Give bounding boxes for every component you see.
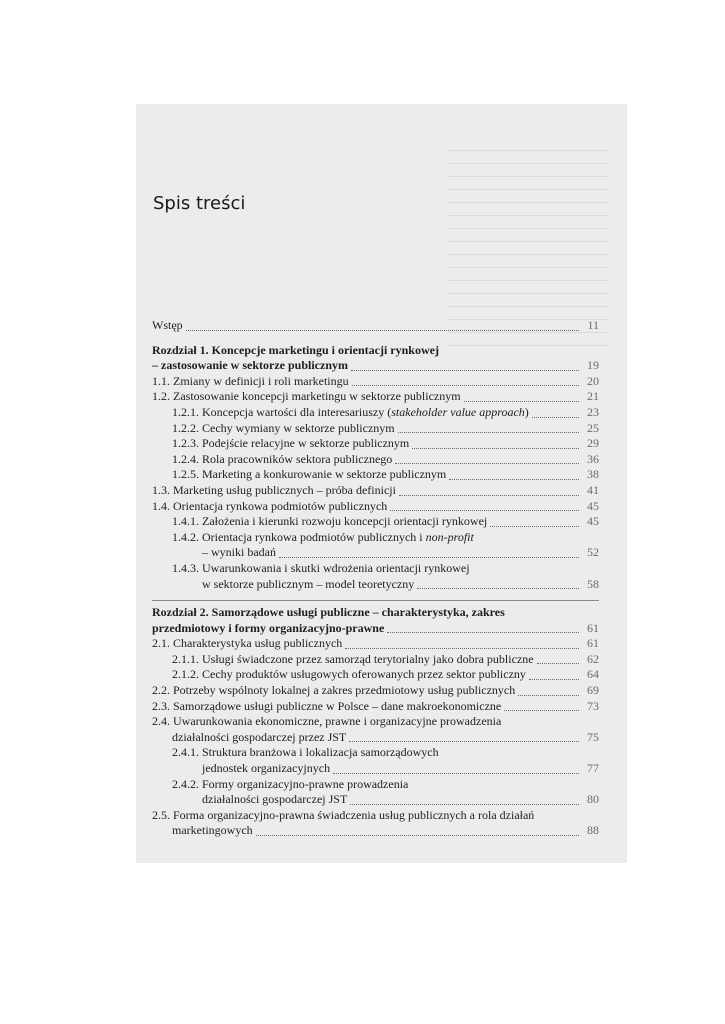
page-number: 45 bbox=[587, 514, 599, 529]
dot-leader bbox=[395, 463, 579, 464]
page-number: 80 bbox=[587, 792, 599, 807]
dot-leader bbox=[417, 588, 579, 589]
toc-entry-1-2-5 bbox=[152, 467, 599, 483]
chapter-1-title-line1: Rozdział 1. Koncepcje marketingu i orientacji rynkowej bbox=[152, 342, 439, 357]
page-number: 62 bbox=[587, 651, 599, 666]
chapter-divider bbox=[152, 600, 599, 601]
toc-entry-1-4-3 bbox=[152, 577, 599, 593]
dot-leader bbox=[345, 648, 579, 649]
toc-entry-text: marketingowych bbox=[172, 823, 253, 838]
page-number: 20 bbox=[587, 373, 599, 388]
toc-entry-2-1-1 bbox=[152, 652, 599, 668]
toc-entry-text: 2.1. Charakterystyka usług publicznych bbox=[152, 636, 343, 651]
chapter-2-title-line1: Rozdział 2. Samorządowe usługi publiczne – charakterystyka, zakres bbox=[152, 605, 505, 620]
table-of-contents bbox=[152, 318, 599, 839]
page-number: 19 bbox=[587, 358, 599, 373]
dot-leader bbox=[412, 448, 579, 449]
dot-leader bbox=[529, 679, 579, 680]
page-number: 29 bbox=[587, 436, 599, 451]
dot-leader bbox=[387, 632, 579, 633]
page-number: 73 bbox=[587, 698, 599, 713]
toc-entry-2-4-2 bbox=[152, 792, 599, 808]
dot-leader bbox=[390, 510, 579, 511]
toc-entry-1-2-4 bbox=[152, 452, 599, 468]
toc-entry-1-4-2 bbox=[152, 545, 599, 561]
dot-leader bbox=[351, 370, 579, 371]
toc-entry-text: 2.2. Potrzeby wspólnoty lokalnej a zakres przedmiotowy usług publicznych bbox=[152, 683, 516, 698]
toc-entry-1-4-1 bbox=[152, 514, 599, 530]
page-number: 11 bbox=[587, 318, 599, 332]
page-number: 58 bbox=[587, 576, 599, 591]
page-number: 21 bbox=[587, 389, 599, 404]
dot-leader bbox=[398, 432, 579, 433]
toc-entry-text: 2.1.2. Cechy produktów usługowych oferowanych przez sektor publiczny bbox=[172, 667, 526, 682]
page-number: 69 bbox=[587, 683, 599, 698]
toc-entry-1-4-3-line1: 1.4.3. Uwarunkowania i skutki wdrożenia orientacji rynkowej bbox=[172, 560, 470, 575]
dot-leader bbox=[333, 773, 579, 774]
dot-leader bbox=[349, 741, 579, 742]
toc-entry-2-4 bbox=[152, 730, 599, 746]
page-number: 64 bbox=[587, 667, 599, 682]
toc-entry-text: 1.4. Orientacja rynkowa podmiotów publicznych bbox=[152, 498, 388, 513]
toc-entry-1-4 bbox=[152, 499, 599, 515]
toc-entry-text: 1.1. Zmiany w definicji i roli marketingu bbox=[152, 373, 349, 388]
page-number: 25 bbox=[587, 420, 599, 435]
toc-entry-1-2-2 bbox=[152, 421, 599, 437]
toc-entry-text: jednostek organizacyjnych bbox=[202, 761, 331, 776]
toc-entry-1-1 bbox=[152, 374, 599, 390]
toc-entry-text: działalności gospodarczej JST bbox=[202, 792, 348, 807]
toc-entry-text: w sektorze publicznym – model teoretyczny bbox=[202, 576, 415, 591]
dot-leader bbox=[350, 804, 579, 805]
page-title: Spis treści bbox=[153, 193, 246, 214]
toc-entry-text: 2.1.1. Usługi świadczone przez samorząd terytorialny jako dobra publiczne bbox=[172, 651, 534, 666]
toc-entry-2-5-line1: 2.5. Forma organizacyjno-prawna świadczenia usług publicznych a rola działań bbox=[152, 807, 535, 822]
toc-entry-text: przedmiotowy i formy organizacyjno-prawne bbox=[152, 620, 385, 635]
toc-entry-text: 1.2.3. Podejście relacyjne w sektorze publicznym bbox=[172, 436, 410, 451]
toc-entry-1-4-2-line1: 1.4.2. Orientacja rynkowa podmiotów publicznych i non-profit bbox=[172, 529, 474, 544]
toc-entry-text: 1.2.5. Marketing a konkurowanie w sektorze publicznym bbox=[172, 467, 447, 482]
toc-entry-text: – zastosowanie w sektorze publicznym bbox=[152, 358, 348, 373]
dot-leader bbox=[186, 330, 579, 331]
toc-entry-text: 1.2.1. Koncepcja wartości dla interesariuszy (stakeholder value approach) bbox=[172, 404, 529, 419]
dot-leader bbox=[352, 385, 579, 386]
page-number: 61 bbox=[587, 620, 599, 635]
toc-entry-chapter-1 bbox=[152, 358, 599, 374]
dot-leader bbox=[399, 495, 579, 496]
toc-entry-text: Wstęp bbox=[152, 318, 183, 332]
toc-entry-text: 1.2. Zastosowanie koncepcji marketingu w sektorze publicznym bbox=[152, 389, 461, 404]
toc-entry-2-4-1 bbox=[152, 761, 599, 777]
toc-entry-text: 2.3. Samorządowe usługi publiczne w Polsce – dane makroekonomiczne bbox=[152, 698, 502, 713]
toc-entry-2-1 bbox=[152, 636, 599, 652]
dot-leader bbox=[464, 401, 579, 402]
toc-entry-text: 1.3. Marketing usług publicznych – próba definicji bbox=[152, 482, 396, 497]
dot-leader bbox=[532, 417, 579, 418]
dot-leader bbox=[518, 695, 579, 696]
dot-leader bbox=[279, 557, 579, 558]
toc-entry-2-4-2-line1: 2.4.2. Formy organizacyjno-prawne prowadzenia bbox=[172, 776, 409, 791]
page-number: 45 bbox=[587, 498, 599, 513]
page-number: 23 bbox=[587, 404, 599, 419]
dot-leader bbox=[256, 835, 579, 836]
toc-entry-2-5 bbox=[152, 823, 599, 839]
toc-entry-text: 1.4.1. Założenia i kierunki rozwoju koncepcji orientacji rynkowej bbox=[172, 514, 488, 529]
page-number: 77 bbox=[587, 761, 599, 776]
page-number: 61 bbox=[587, 636, 599, 651]
toc-entry-2-1-2 bbox=[152, 667, 599, 683]
toc-entry-text: – wyniki badań bbox=[202, 545, 276, 560]
toc-entry-2-4-1-line1: 2.4.1. Struktura branżowa i lokalizacja samorządowych bbox=[172, 745, 439, 760]
toc-entry-chapter-2 bbox=[152, 621, 599, 637]
dot-leader bbox=[537, 663, 579, 664]
page-number: 75 bbox=[587, 729, 599, 744]
toc-entry-2-2 bbox=[152, 683, 599, 699]
page-number: 41 bbox=[587, 482, 599, 497]
page-number: 38 bbox=[587, 467, 599, 482]
toc-entry-text: działalności gospodarczej przez JST bbox=[172, 729, 347, 744]
page-number: 52 bbox=[587, 545, 599, 560]
toc-entry-2-3 bbox=[152, 699, 599, 715]
dot-leader bbox=[490, 526, 579, 527]
toc-entry-1-2-3 bbox=[152, 436, 599, 452]
page-number: 88 bbox=[587, 823, 599, 838]
toc-entry-1-2 bbox=[152, 389, 599, 405]
page-number: 36 bbox=[587, 451, 599, 466]
dot-leader bbox=[504, 710, 579, 711]
toc-entry-text: 1.2.2. Cechy wymiany w sektorze publicznym bbox=[172, 420, 395, 435]
toc-entry-wstep bbox=[152, 318, 599, 334]
toc-entry-text: 1.2.4. Rola pracowników sektora publicznego bbox=[172, 451, 393, 466]
toc-entry-1-3 bbox=[152, 483, 599, 499]
dot-leader bbox=[449, 479, 579, 480]
toc-entry-1-2-1 bbox=[152, 405, 599, 421]
toc-entry-2-4-line1: 2.4. Uwarunkowania ekonomiczne, prawne i organizacyjne prowadzenia bbox=[152, 714, 502, 729]
